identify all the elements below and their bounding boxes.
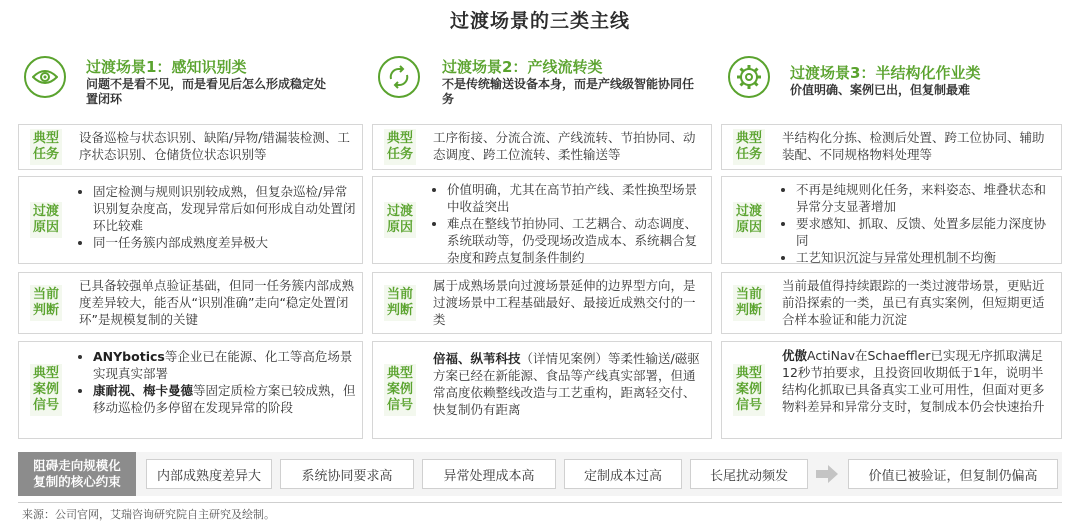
column-3-subtitle: 价值明确、案例已出，但复制最难 bbox=[790, 83, 971, 97]
case-text: ActiNav在Schaeffler已实现无序抓取满足12秒节拍要求，且投资回收期低于1年，说明半结构化抓取已具备真实工业可用性，但面对更多物料差异和异常分支时，复制成本仍会快速抬升 bbox=[782, 348, 1045, 414]
col1-reason-cell bbox=[18, 176, 363, 264]
task-label: 典型任务 bbox=[733, 129, 765, 165]
task-label: 典型任务 bbox=[30, 129, 62, 165]
reason-item: • 同一任务簇内部成熟度差异极大 bbox=[93, 234, 356, 251]
constraint-item: 定制成本过高 bbox=[564, 459, 682, 489]
case-label: 典型案例信号 bbox=[30, 364, 62, 416]
col3-case-cell bbox=[721, 341, 1062, 439]
task-text: 工序衔接、分流合流、产线流转、节拍协同、动态调度、跨工位流转、柔性输送等 bbox=[433, 130, 696, 162]
col2-reason-cell bbox=[372, 176, 712, 264]
case-company: 康耐视、梅卡曼德 bbox=[93, 383, 194, 398]
divider bbox=[18, 502, 1062, 503]
judge-label: 当前判断 bbox=[733, 285, 765, 321]
case-text: 等固定质检方案已较成熟，但移动巡检仍多停留在发现异常的阶段 bbox=[93, 383, 356, 415]
recycle-icon bbox=[378, 56, 420, 98]
eye-icon bbox=[24, 56, 66, 98]
gear-icon bbox=[728, 56, 770, 98]
column-2-header bbox=[374, 52, 714, 114]
task-label: 典型任务 bbox=[384, 129, 416, 165]
constraints-bar bbox=[18, 452, 1062, 496]
col2-case-cell bbox=[372, 341, 712, 439]
constraint-item: 内部成熟度差异大 bbox=[146, 459, 272, 489]
constraint-item: 异常处理成本高 bbox=[422, 459, 556, 489]
constraint-item: 长尾扰动频发 bbox=[690, 459, 808, 489]
reason-item: • 难点在整线节拍协同、工艺耦合、动态调度、系统联动等，仍受现场改造成本、系统耦合复杂度和跨点复制条件制约 bbox=[447, 215, 709, 266]
column-1-header bbox=[20, 52, 360, 114]
case-company: 倍福、纵苇科技 bbox=[433, 351, 521, 366]
case-company: ANYbotics bbox=[93, 349, 165, 364]
case-item bbox=[433, 350, 705, 418]
constraint-item: 系统协同要求高 bbox=[280, 459, 414, 489]
col1-task-cell bbox=[18, 124, 363, 170]
reason-label: 过渡原因 bbox=[384, 202, 416, 238]
case-item bbox=[93, 348, 356, 382]
constraints-label: 阻碍走向规模化复制的核心约束 bbox=[18, 452, 136, 496]
column-2-title: 过渡场景2：产线流转类 bbox=[442, 58, 603, 76]
reason-item: • 不再是纯规则化任务，来料姿态、堆叠状态和异常分支显著增加 bbox=[796, 181, 1055, 215]
judge-label: 当前判断 bbox=[384, 285, 416, 321]
case-text: 等企业已在能源、化工等高危场景实现真实部署 bbox=[93, 349, 353, 381]
judge-text: 当前最值得持续跟踪的一类过渡带场景，更贴近前沿探索的一类，虽已有真实案例，但短期更适合样本验证和能力沉淀 bbox=[782, 278, 1045, 327]
column-2-subtitle: 不是传统输送设备本身，而是产线级智能协同任务 bbox=[442, 77, 695, 106]
col1-judge-cell bbox=[18, 272, 363, 334]
task-text: 设备巡检与状态识别、缺陷/异物/错漏装检测、工序状态识别、仓储货位状态识别等 bbox=[79, 130, 350, 162]
judge-text: 已具备较强单点验证基础，但同一任务簇内部成熟度差异较大，能否从“识别准确”走向“稳定处置闭环”是规模复制的关键 bbox=[79, 278, 355, 327]
case-label: 典型案例信号 bbox=[384, 364, 416, 416]
reason-item: • 固定检测与规则识别较成熟，但复杂巡检/异常识别复杂度高，发现异常后如何形成自动处置闭环比较难 bbox=[93, 183, 356, 234]
case-label: 典型案例信号 bbox=[733, 364, 765, 416]
column-1-subtitle: 问题不是看不见，而是看见后怎么形成稳定处置闭环 bbox=[86, 77, 327, 106]
judge-text: 属于成熟场景向过渡场景延伸的边界型方向，是过渡场景中工程基础最好、最接近成熟交付的一类 bbox=[433, 278, 696, 327]
arrow-right-icon bbox=[816, 465, 838, 483]
column-3-header bbox=[724, 52, 1064, 114]
column-3-title: 过渡场景3：半结构化作业类 bbox=[790, 64, 981, 82]
case-company: 优傲 bbox=[782, 348, 808, 363]
col3-task-cell bbox=[721, 124, 1062, 170]
col3-judge-cell bbox=[721, 272, 1062, 334]
case-text: （详情见案例）等柔性输送/磁驱方案已经在新能源、食品等产线真实部署，但通常高度依赖整线改造与工艺重构，距离轻交付、快复制仍有距离 bbox=[433, 351, 700, 417]
col2-task-cell bbox=[372, 124, 712, 170]
reason-label: 过渡原因 bbox=[30, 202, 62, 238]
constraint-result: 价值已被验证，但复制仍偏高 bbox=[848, 459, 1058, 489]
page-title: 过渡场景的三类主线 bbox=[449, 10, 630, 32]
column-1-title: 过渡场景1：感知识别类 bbox=[86, 58, 247, 76]
task-text: 半结构化分拣、检测后处置、跨工位协同、辅助装配、不同规格物料处理等 bbox=[782, 130, 1045, 162]
col2-judge-cell bbox=[372, 272, 712, 334]
col3-reason-cell bbox=[721, 176, 1062, 264]
case-item bbox=[93, 382, 356, 416]
case-item bbox=[782, 347, 1055, 415]
reason-item: • 价值明确，尤其在高节拍产线、柔性换型场景中收益突出 bbox=[447, 181, 709, 215]
reason-item: • 要求感知、抓取、反馈、处置多层能力深度协同 bbox=[796, 215, 1055, 249]
col1-case-cell bbox=[18, 341, 363, 439]
reason-item: • 工艺知识沉淀与异常处理机制不均衡 bbox=[796, 249, 1055, 266]
judge-label: 当前判断 bbox=[30, 285, 62, 321]
reason-label: 过渡原因 bbox=[733, 202, 765, 238]
source-note: 来源：公司官网，艾瑞咨询研究院自主研究及绘制。 bbox=[22, 508, 275, 521]
